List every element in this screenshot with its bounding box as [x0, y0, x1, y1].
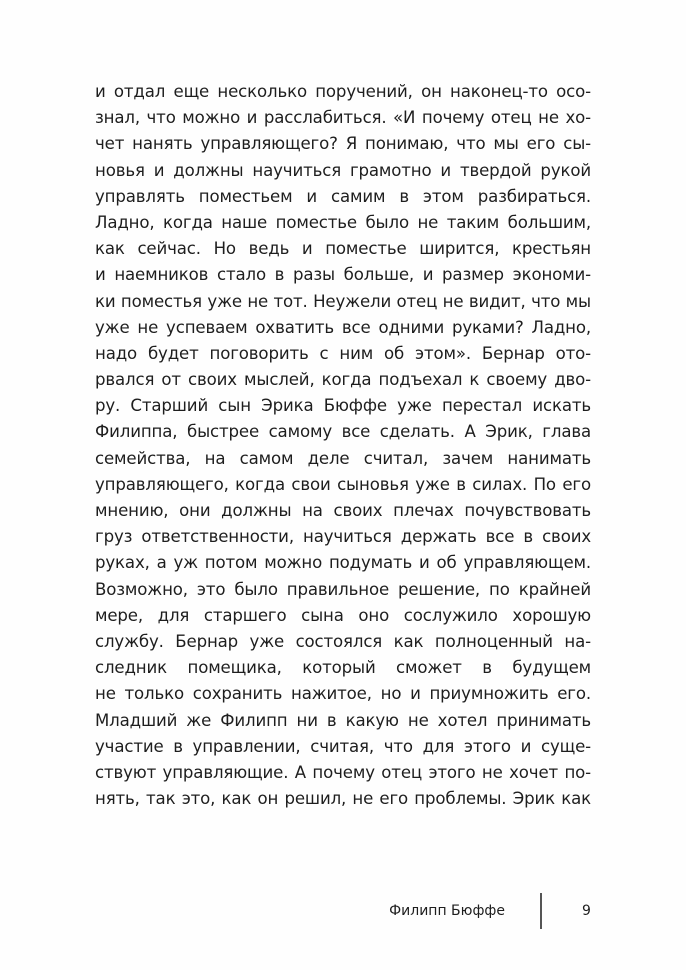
text-line: новья и должны научиться грамотно и твердой рукой	[95, 160, 591, 180]
text-line: знал, что можно и расслабиться. «И почему отец не хо-	[95, 108, 591, 128]
text-line: ру. Старший сын Эрика Бюффе уже перестал искать	[95, 396, 591, 416]
text-line: не только сохранить нажитое, но и приумножить его.	[95, 684, 591, 704]
running-title: Филипп Бюффе	[389, 903, 505, 919]
text-line: груз ответственности, научиться держать все в своих	[95, 527, 591, 547]
footer-separator	[540, 893, 542, 929]
text-line: следник помещика, который сможет в будущем	[95, 658, 591, 678]
text-line: мере, для старшего сына оно сослужило хорошую	[95, 605, 591, 625]
text-line: ствуют управляющие. А почему отец этого не хочет по-	[95, 762, 591, 782]
text-line: Младший же Филипп ни в какую не хотел принимать	[95, 710, 591, 730]
page-number: 9	[582, 903, 591, 919]
text-line: управляющего, когда свои сыновья уже в силах. По его	[95, 474, 591, 494]
text-line: и отдал еще несколько поручений, он наконец-то осо-	[95, 82, 591, 101]
text-line: рвался от своих мыслей, когда подъехал к своему дво-	[95, 370, 591, 390]
text-line: мнению, они должны на своих плечах почувствовать	[95, 501, 591, 520]
text-line: семейства, на самом деле считал, зачем нанимать	[95, 448, 591, 468]
text-line: ки поместья уже не тот. Неужели отец не видит, что мы	[95, 291, 591, 311]
body-text	[95, 79, 591, 812]
text-line: Ладно, когда наше поместье было не таким большим,	[95, 212, 591, 232]
text-line: нять, так это, как он решил, не его проблемы. Эрик как	[95, 789, 591, 809]
text-line: надо будет поговорить с ним об этом». Бернар ото-	[95, 343, 591, 363]
text-line: управлять поместьем и самим в этом разбираться.	[95, 186, 591, 206]
page-footer	[0, 893, 686, 929]
text-line: службу. Бернар уже состоялся как полноценный на-	[95, 631, 591, 651]
text-line: уже не успеваем охватить все одними руками? Ладно,	[95, 317, 591, 337]
text-line: Филиппа, быстрее самому все сделать. А Эрик, глава	[95, 422, 591, 442]
text-line: как сейчас. Но ведь и поместье ширится, крестьян	[95, 239, 591, 259]
text-line: Возможно, это было правильное решение, по крайней	[95, 579, 591, 599]
text-line: чет нанять управляющего? Я понимаю, что мы его сы-	[95, 134, 591, 154]
text-line: и наемников стало в разы больше, и размер экономи-	[95, 265, 591, 285]
text-line: руках, а уж потом можно подумать и об управляющем.	[95, 553, 591, 573]
text-line: участие в управлении, считая, что для этого и суще-	[95, 736, 591, 756]
